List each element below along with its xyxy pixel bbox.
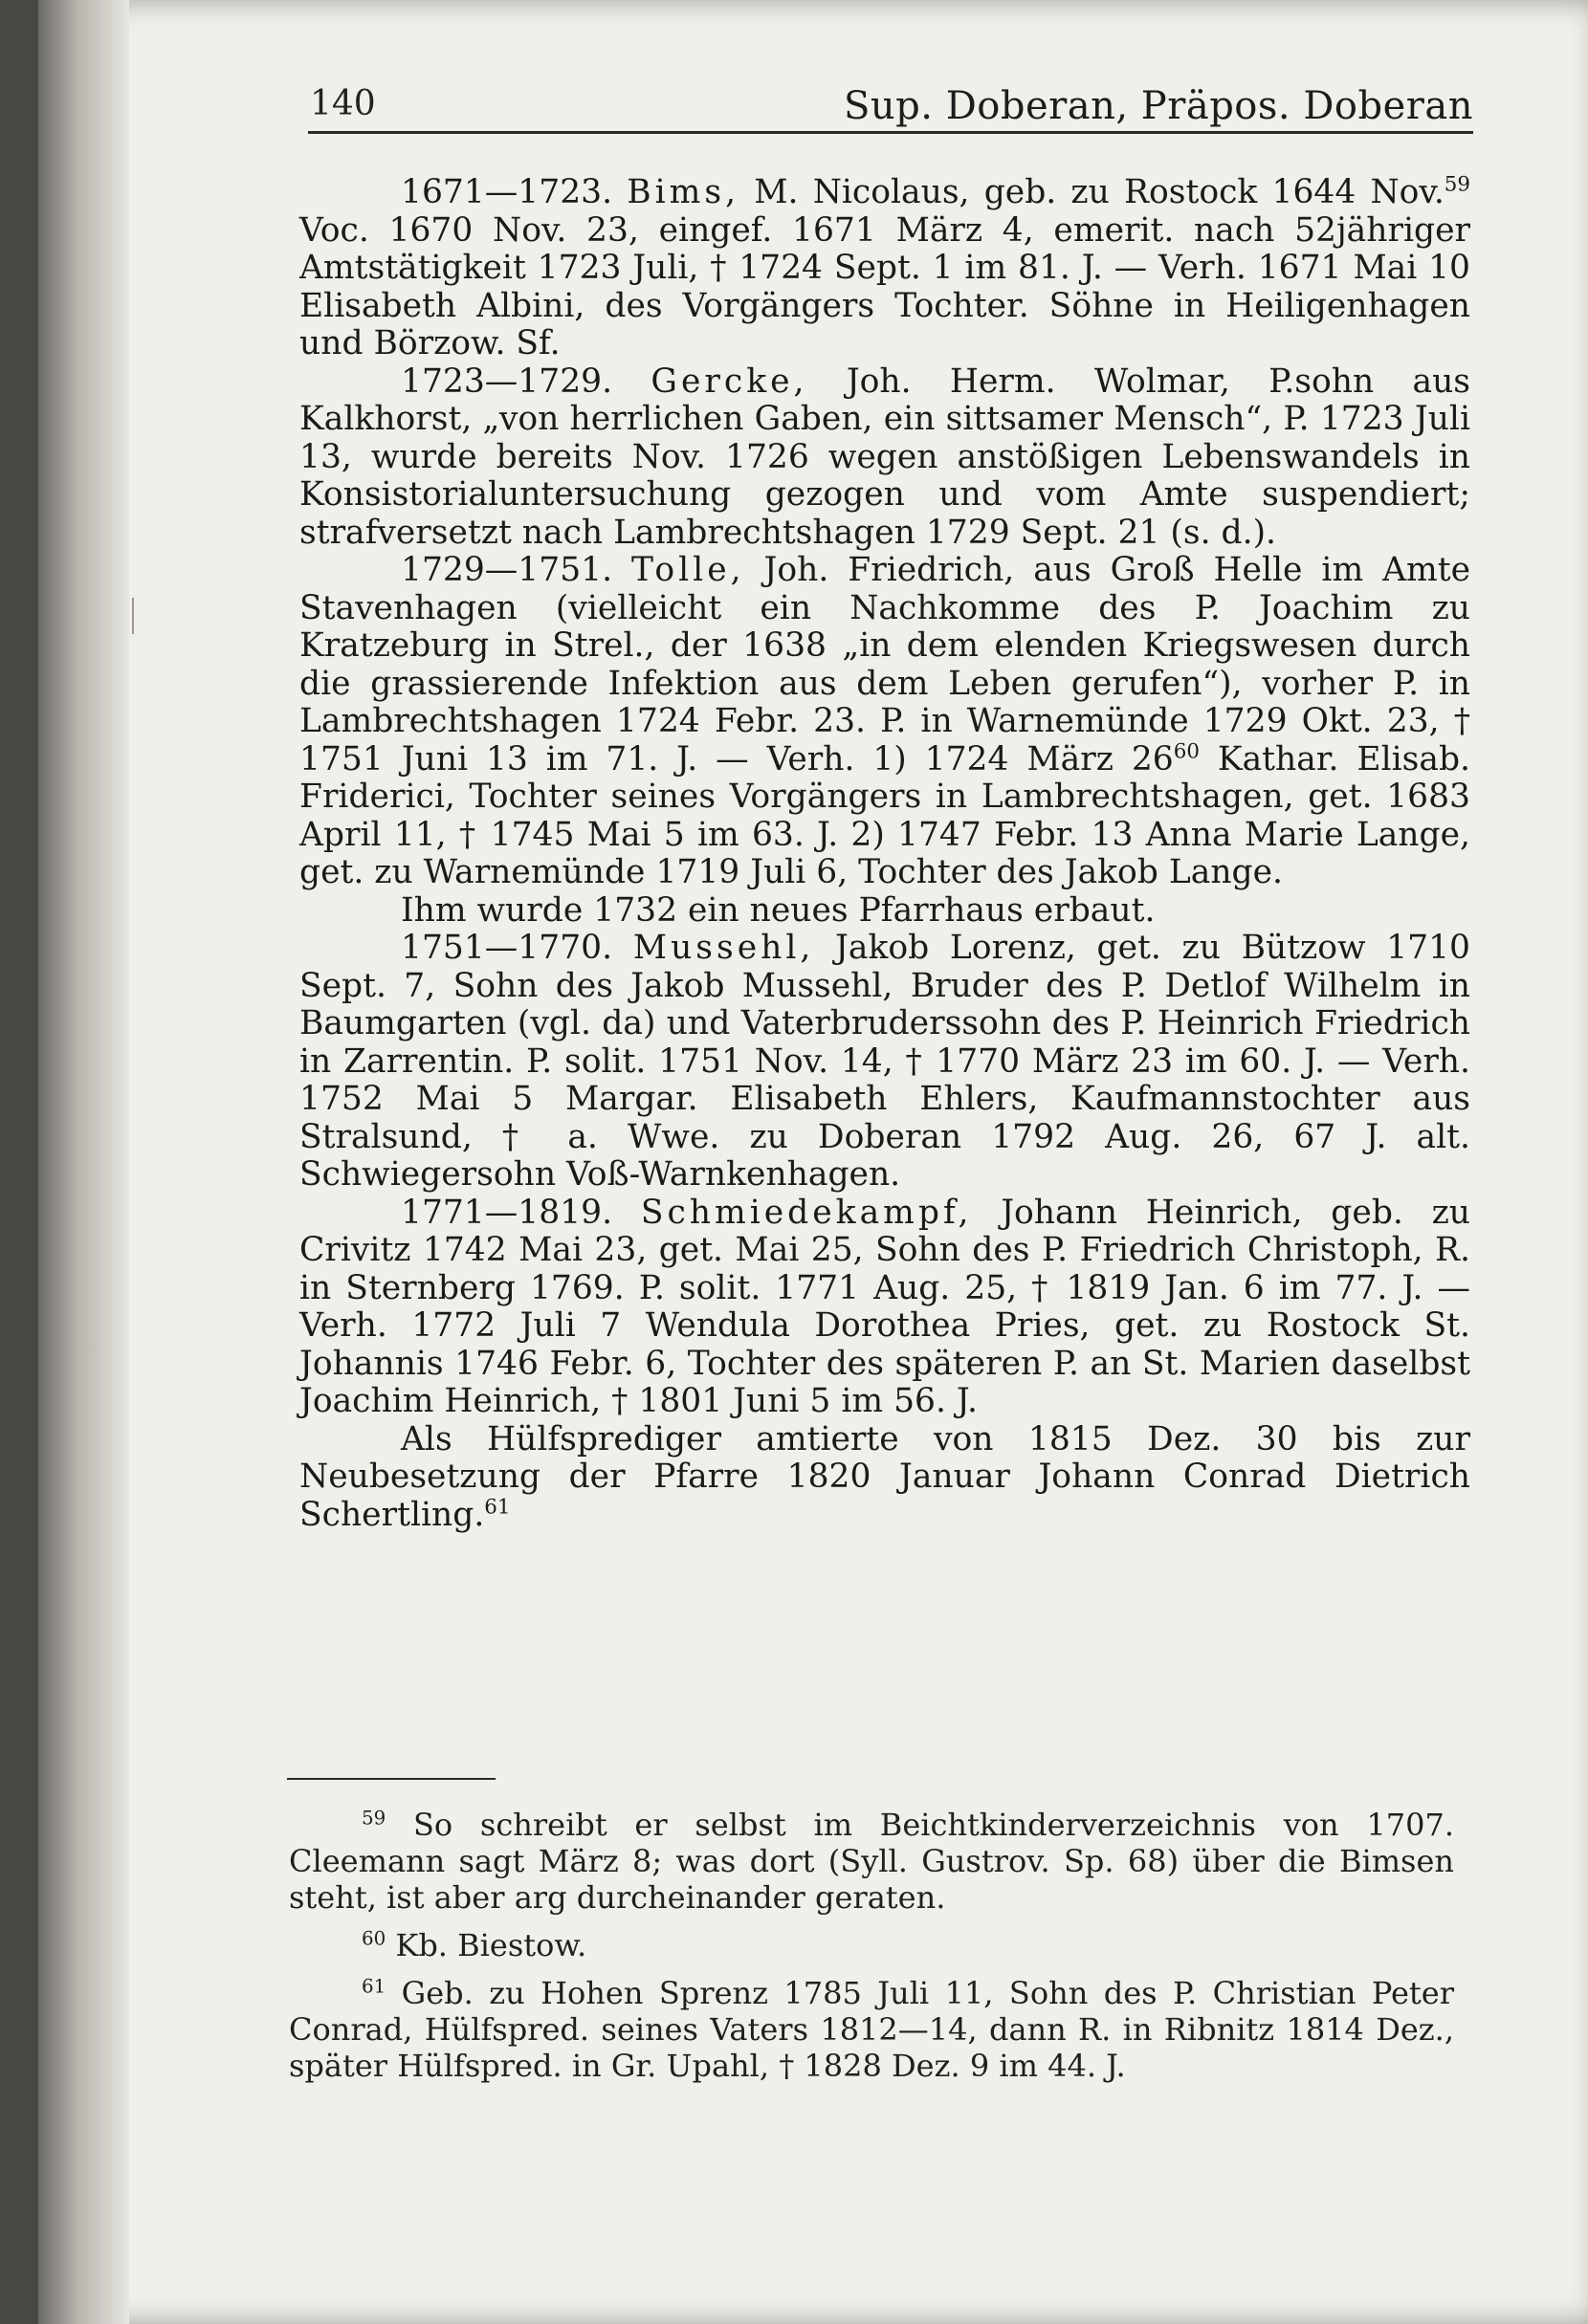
footnote-ref: 59 <box>1444 172 1470 197</box>
footnote-text: Kb. Biestow. <box>395 1927 587 1963</box>
entry-text-continued: Kathar. Elisab. Friderici, Tochter seines Vorgängers in Lambrechtshagen, get. 1683 April 11, † 1745 Mai 5 im 63. J. 2) 1747 Febr. 13 Anna Marie Lange, get. zu Warnemünde 1719 Juli 6, Tochter des Jakob Lange. <box>299 739 1470 891</box>
entry-years: 1671—1723. <box>401 173 613 211</box>
main-text <box>299 174 1470 1534</box>
footnote-number: 59 <box>362 1807 386 1830</box>
entry-text: Jakob Lorenz, get. zu Bützow 1710 Sept. 7, Sohn des Jakob Mussehl, Bruder des P. Detlof Wilhelm in Baumgarten (vgl. da) und Vaterbruderssohn des P. Heinrich Friedrich in Zarrentin. P. solit. 1751 Nov. 14, † 1770 März 23 im 60. J. — Verh. 1752 Mai 5 Margar. Elisabeth Ehlers, Kaufmannstochter aus Stralsund, † a. Wwe. zu Doberan 1792 Aug. 26, 67 J. alt. Schwiegersohn Voß-Warnkenhagen. <box>299 929 1471 1194</box>
entry-years: 1751—1770. <box>401 929 613 967</box>
entry-text: Joh. Herm. Wolmar, P.sohn aus Kalkhorst, „von herrlichen Gaben, ein sittsamer Mensch“, P. 1723 Juli 13, wurde bereits Nov. 1726 wegen anstößigen Lebenswandels in Konsistorialuntersuchung gezogen und vom Amte suspendiert; strafversetzt nach Lambrechtshagen 1729 Sept. 21 (s. d.). <box>299 362 1471 552</box>
footnote-number: 60 <box>362 1927 386 1950</box>
entry-gercke <box>299 363 1470 553</box>
entry-years: 1723—1729. <box>401 362 613 401</box>
entry-name: Mussehl, <box>632 929 815 967</box>
entry-name: Bims, <box>627 173 740 211</box>
entry-name: Schmiedekampf, <box>640 1193 973 1232</box>
entry-mussehl <box>299 930 1470 1195</box>
footnote-text: Geb. zu Hohen Sprenz 1785 Juli 11, Sohn des P. Christian Peter Conrad, Hülfspred. seines Vaters 1812—14, dann R. in Ribnitz 1814 Dez., später Hülfspred. in Gr. Upahl, † 1828 Dez. 9 im 44. J. <box>289 1975 1455 2084</box>
header-rule <box>308 131 1473 134</box>
entry-text: M. Nicolaus, geb. zu Rostock 1644 Nov. <box>754 173 1445 211</box>
footnote-number: 61 <box>362 1975 386 1998</box>
page-number: 140 <box>310 84 376 123</box>
entry-text: Johann Heinrich, geb. zu Crivitz 1742 Mai 23, get. Mai 25, Sohn des P. Friedrich Christoph, R. in Sternberg 1769. P. solit. 1771 Aug. 25, † 1819 Jan. 6 im 77. J. — Verh. 1772 Juli 7 Wendula Dorothea Pries, get. zu Rostock St. Johannis 1746 Febr. 6, Tochter des späteren P. an St. Marien daselbst Joachim Heinrich, † 1801 Juni 5 im 56. J. <box>299 1193 1471 1420</box>
entry-note-pfarrhaus <box>299 892 1470 931</box>
footnote <box>289 1927 1454 1963</box>
footnote-ref: 61 <box>484 1495 511 1519</box>
page-header <box>270 84 1473 132</box>
entry-text: Joh. Friedrich, aus Groß Helle im Amte Stavenhagen (vielleicht ein Nachkomme des P. Joachim zu Kratzeburg in Strel., der 1638 „in dem elenden Kriegswesen durch die grassierende Infektion aus dem Leben gerufen“), vorher P. in Lambrechtshagen 1724 Febr. 23. P. in Warnemünde 1729 Okt. 23, † 1751 Juni 13 im 71. J. — Verh. 1) 1724 März 26 <box>299 551 1471 778</box>
page-gutter <box>38 0 129 2324</box>
entry-text: Als Hülfsprediger amtierte von 1815 Dez. 30 bis zur Neubesetzung der Pfarre 1820 Januar Johann Conrad Dietrich Schertling. <box>299 1419 1470 1534</box>
footnote <box>289 1807 1454 1916</box>
footnote-text: So schreibt er selbst im Beichtkinderverzeichnis von 1707. Cleemann sagt März 8; was dort (Syll. Gustrov. Sp. 68) über die Bimsen steht, ist aber arg durcheinander geraten. <box>289 1807 1455 1916</box>
entry-tolle <box>299 552 1470 892</box>
entry-note-huelfsprediger <box>299 1421 1470 1535</box>
entry-bims <box>299 174 1470 363</box>
page-crease-mark <box>132 598 134 634</box>
entry-years: 1771—1819. <box>401 1193 613 1232</box>
running-title: Sup. Doberan, Präpos. Doberan <box>844 84 1473 128</box>
entry-years: 1729—1751. <box>401 551 613 589</box>
footnote-rule <box>287 1778 496 1780</box>
entry-name: Gercke, <box>651 362 808 401</box>
entry-text: Ihm wurde 1732 ein neues Pfarrhaus erbaut. <box>401 890 1156 930</box>
footnote-ref: 60 <box>1173 739 1200 763</box>
entry-text-continued: Voc. 1670 Nov. 23, eingef. 1671 März 4, emerit. nach 52jähriger Amtstätigkeit 1723 Juli, † 1724 Sept. 1 im 81. J. — Verh. 1671 Mai 10 Elisabeth Albini, des Vorgängers Tochter. Söhne in Heiligenhagen und Börzow. Sf. <box>299 210 1470 362</box>
entry-schmiedekampf <box>299 1195 1470 1421</box>
footnotes <box>289 1807 1454 2095</box>
entry-name: Tolle, <box>631 551 745 589</box>
footnote <box>289 1975 1454 2084</box>
